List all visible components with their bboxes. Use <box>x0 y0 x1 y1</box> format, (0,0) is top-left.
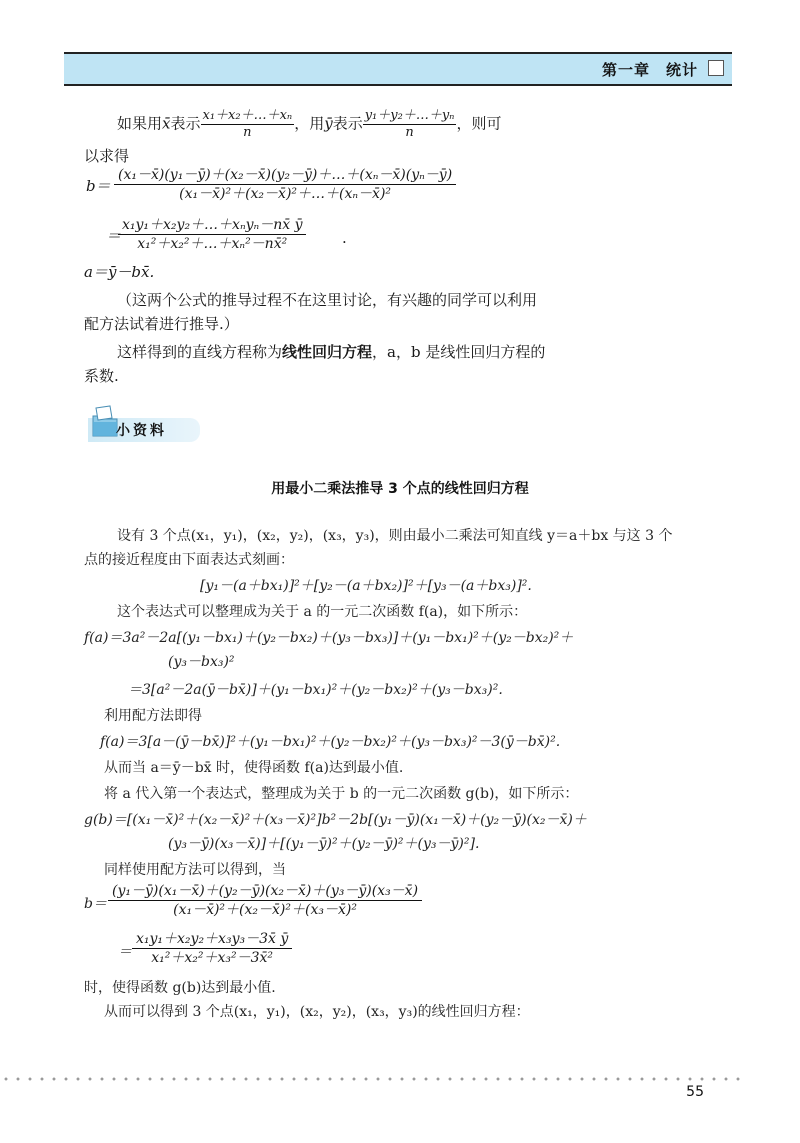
section-b-fraction-1 <box>108 882 422 919</box>
section-line-4: 利用配方法即得 <box>104 708 202 724</box>
page-number: 55 <box>686 1084 704 1100</box>
section-formula-fa-cont: (y₃－bx₃)² <box>168 654 235 670</box>
fraction-x-mean <box>201 108 295 141</box>
text-fragment: 如果用 <box>117 114 163 133</box>
note-line-1: （这两个公式的推导过程不在这里讨论，有兴趣的同学可以利用 <box>117 291 538 309</box>
formula-b-fraction-2 <box>118 216 306 253</box>
section-line-9: 从而可以得到 3 个点(x₁，y₁)，(x₂，y₂)，(x₃，y₃)的线性回归方程： <box>104 1004 530 1020</box>
info-badge <box>88 404 206 444</box>
fraction-numerator: (x₁－x̄)(y₁－ȳ)＋(x₂－x̄)(y₂－ȳ)＋…＋(xₙ－x̄)(yₙ－ȳ) <box>118 167 453 183</box>
fraction-denominator: (x₁－x̄)²＋(x₂－x̄)²＋(x₃－x̄)² <box>108 900 422 919</box>
footer-dotted-rule <box>0 1077 740 1081</box>
paragraph-mean-definition <box>117 108 501 141</box>
paragraph-continue: 以求得 <box>84 147 130 165</box>
text-fragment: ，a，b 是线性回归方程的 <box>372 343 546 361</box>
fraction-denominator: x₁²＋x₂²＋…＋xₙ²－nx̄² <box>118 234 306 253</box>
section-line-3: 这个表达式可以整理成为关于 a 的一元二次函数 f(a)，如下所示： <box>117 604 528 620</box>
text-fragment: ，则可 <box>456 114 502 133</box>
section-line-5: 从而当 a＝ȳ－bx̄ 时，使得函数 f(a)达到最小值. <box>104 760 404 776</box>
section-expression-1: [y₁－(a＋bx₁)]²＋[y₂－(a＋bx₂)]²＋[y₃－(a＋bx₃)]². <box>200 578 532 594</box>
definition-line-1 <box>117 342 545 362</box>
fraction-numerator: x₁y₁＋x₂y₂＋…＋xₙyₙ－nx̄ ȳ <box>122 217 303 233</box>
term-linear-regression: 线性回归方程 <box>282 343 373 361</box>
section-line-6: 将 a 代入第一个表达式，整理成为关于 b 的一元二次函数 g(b)，如下所示： <box>104 786 579 802</box>
text-fragment: 表示 <box>332 114 363 133</box>
fraction-numerator: y₁＋y₂＋…＋yₙ <box>364 108 455 123</box>
section-title: 用最小二乘法推导 3 个点的线性回归方程 <box>271 481 529 497</box>
chapter-title: 第一章 统计 <box>601 61 698 79</box>
formula-period: . <box>342 229 347 247</box>
text-fragment: ，用 <box>294 114 325 133</box>
formula-equals: ＝ <box>106 227 122 245</box>
math-xbar: x̄ <box>162 114 171 133</box>
definition-line-2: 系数. <box>84 367 119 385</box>
formula-b-fraction-1 <box>114 166 456 203</box>
fraction-denominator: x₁²＋x₂²＋x₃²－3x̄² <box>132 948 292 967</box>
section-formula-fa: f(a)＝3a²－2a[(y₁－bx₁)＋(y₂－bx₂)＋(y₃－bx₃)]＋(y₁－bx₁)²＋(y₂－bx₂)²＋ <box>84 630 574 646</box>
fraction-denominator: (x₁－x̄)²＋(x₂－x̄)²＋…＋(xₙ－x̄)² <box>114 184 456 203</box>
fraction-denominator: n <box>363 124 457 141</box>
badge-label: 小资料 <box>116 423 167 439</box>
formula-a: a＝ȳ－bx̄. <box>84 263 155 281</box>
header-square-icon <box>708 60 724 76</box>
section-b-fraction-2 <box>132 930 292 967</box>
math-ybar: ȳ <box>324 114 333 133</box>
formula-b-label: b＝ <box>86 177 111 195</box>
section-formula-gb-cont: (y₃－ȳ)(x₃－x̄)]＋[(y₁－ȳ)²＋(y₂－ȳ)²＋(y₃－ȳ)²]. <box>168 836 480 852</box>
section-formula-fa-2: ＝3[a²－2a(ȳ－bx̄)]＋(y₁－bx₁)²＋(y₂－bx₂)²＋(y₃－bx₃)². <box>128 682 503 698</box>
fraction-denominator: n <box>201 124 295 141</box>
section-line-7: 同样使用配方法可以得到，当 <box>104 862 286 878</box>
text-fragment: 这样得到的直线方程称为 <box>117 343 283 361</box>
section-formula-fa-3: f(a)＝3[a－(ȳ－bx̄)]²＋(y₁－bx₁)²＋(y₂－bx₂)²＋(y₃－bx₃)²－3(ȳ－bx̄)². <box>100 734 561 750</box>
section-b-label: b＝ <box>84 896 107 912</box>
section-equals: ＝ <box>118 944 132 960</box>
chapter-header-bar <box>64 52 732 86</box>
note-line-2: 配方法试着进行推导.） <box>84 315 239 333</box>
fraction-numerator: (y₁－ȳ)(x₁－x̄)＋(y₂－ȳ)(x₂－x̄)＋(y₃－ȳ)(x₃－x̄) <box>112 883 419 899</box>
section-line-1: 设有 3 个点(x₁，y₁)，(x₂，y₂)，(x₃，y₃)，则由最小二乘法可知直线 y＝a＋bx 与这 3 个 <box>117 528 673 544</box>
section-line-2: 点的接近程度由下面表达式刻画： <box>84 552 294 568</box>
fraction-y-mean <box>363 108 457 141</box>
fraction-numerator: x₁＋x₂＋…＋xₙ <box>202 108 293 123</box>
section-line-8: 时，使得函数 g(b)达到最小值. <box>84 980 276 996</box>
section-formula-gb: g(b)＝[(x₁－x̄)²＋(x₂－x̄)²＋(x₃－x̄)²]b²－2b[(y₁－ȳ)(x₁－x̄)＋(y₂－ȳ)(x₂－x̄)＋ <box>84 812 587 828</box>
text-fragment: 表示 <box>170 114 201 133</box>
fraction-numerator: x₁y₁＋x₂y₂＋x₃y₃－3x̄ ȳ <box>136 931 289 947</box>
